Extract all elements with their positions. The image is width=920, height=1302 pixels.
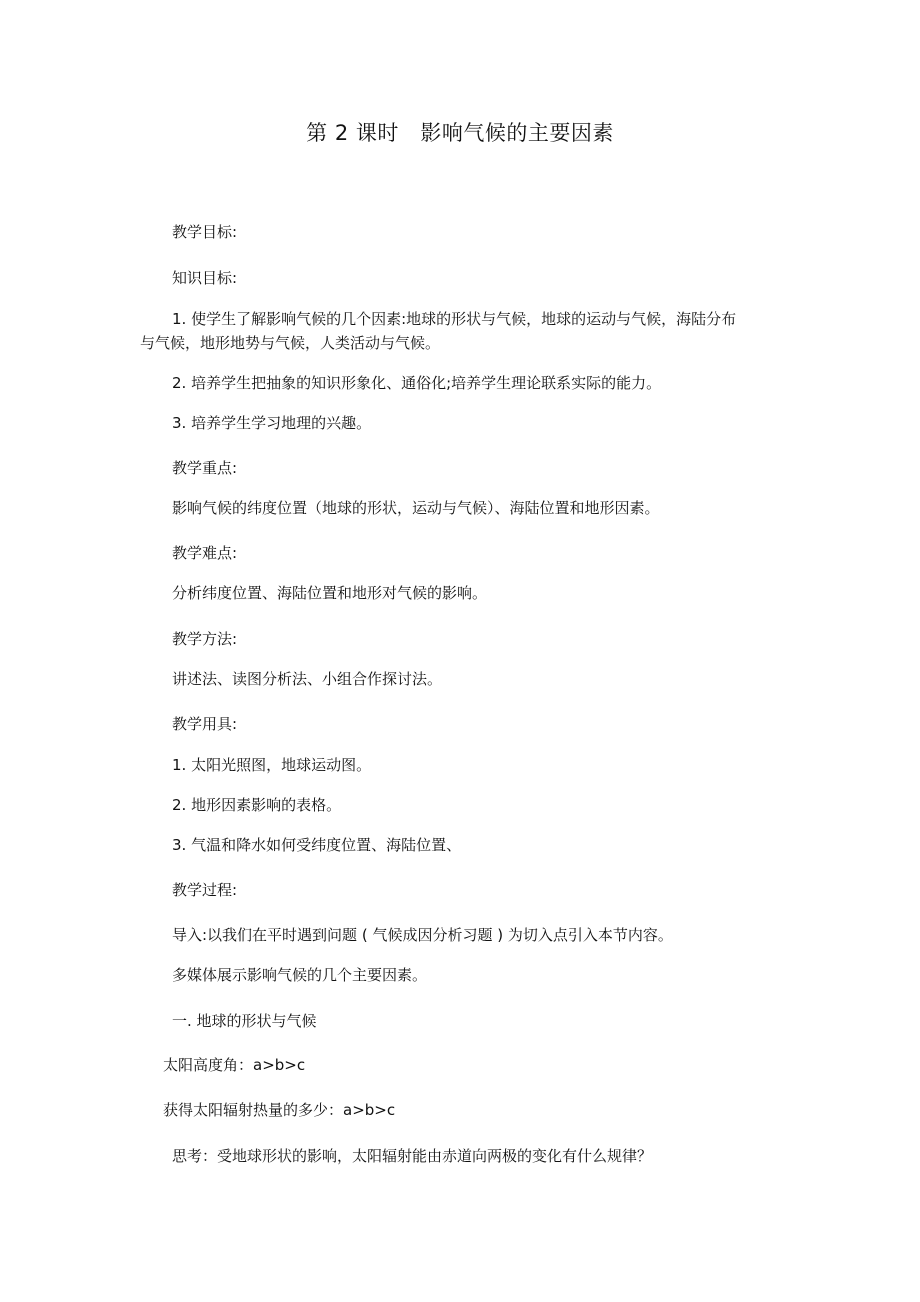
goal-3: 3. 培养学生学习地理的兴趣。 <box>172 414 372 432</box>
knowledge-heading: 知识目标: <box>172 269 238 287</box>
tool-1: 1. 太阳光照图，地球运动图。 <box>172 756 372 774</box>
tool-3: 3. 气温和降水如何受纬度位置、海陆位置、 <box>172 836 462 854</box>
multimedia-text: 多媒体展示影响气候的几个主要因素。 <box>172 966 428 984</box>
method-text: 讲述法、读图分析法、小组合作探讨法。 <box>172 670 443 688</box>
goal-1-line-1: 1. 使学生了解影响气候的几个因素:地球的形状与气候，地球的运动与气候，海陆分布 <box>172 310 737 328</box>
page-title: 第 2 课时 影响气候的主要因素 <box>306 121 614 145</box>
key-text: 影响气候的纬度位置（地球的形状，运动与气候）、海陆位置和地形因素。 <box>172 499 660 517</box>
goals-heading: 教学目标: <box>172 223 238 241</box>
section-1-heading: 一. 地球的形状与气候 <box>172 1012 317 1030</box>
tool-2: 2. 地形因素影响的表格。 <box>172 796 342 814</box>
difficult-text: 分析纬度位置、海陆位置和地形对气候的影响。 <box>172 584 488 602</box>
sun-angle-text: 太阳高度角：a>b>c <box>163 1056 306 1074</box>
key-heading: 教学重点: <box>172 459 238 477</box>
goal-2: 2. 培养学生把抽象的知识形象化、通俗化;培养学生理论联系实际的能力。 <box>172 374 662 392</box>
tools-heading: 教学用具: <box>172 715 238 733</box>
goal-1-line-2: 与气候，地形地势与气候，人类活动与气候。 <box>140 334 441 352</box>
method-heading: 教学方法: <box>172 630 238 648</box>
think-question: 思考：受地球形状的影响，太阳辐射能由赤道向两极的变化有什么规律？ <box>172 1147 653 1165</box>
difficult-heading: 教学难点: <box>172 544 238 562</box>
process-heading: 教学过程: <box>172 881 238 899</box>
intro-text: 导入:以我们在平时遇到问题 ( 气候成因分析习题 ) 为切入点引入本节内容。 <box>172 926 673 944</box>
radiation-text: 获得太阳辐射热量的多少：a>b>c <box>163 1101 396 1119</box>
